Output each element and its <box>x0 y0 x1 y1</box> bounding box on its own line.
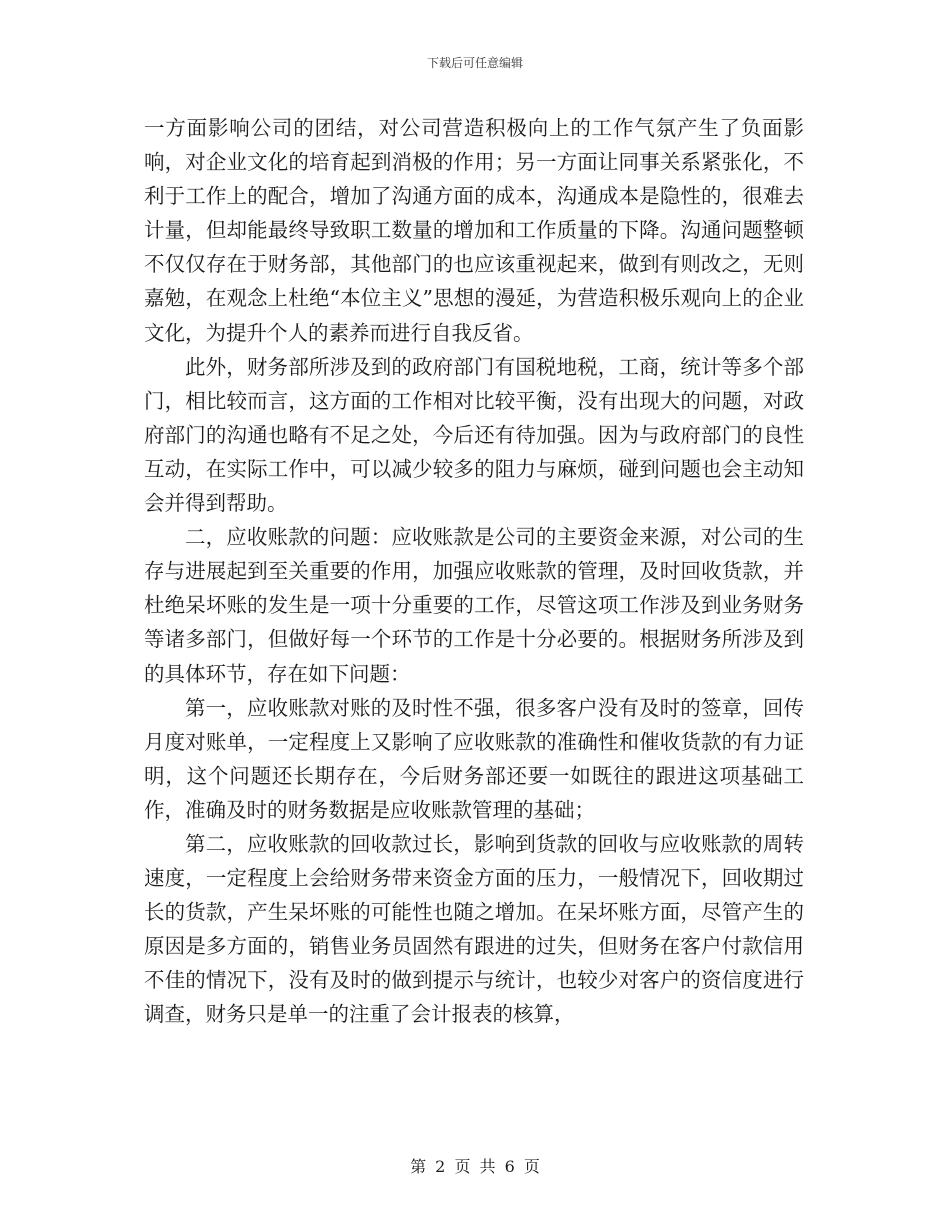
document-body <box>144 111 804 1032</box>
paragraph-4: 第一，应收账款对账的及时性不强，很多客户没有及时的签章，回传月度对账单，一定程度上又影响了应收账款的准确性和催收货款的有力证明，这个问题还长期存在，今后财务部还要一如既往的跟进这项基础工作，准确及时的财务数据是应收账款管理的基础； <box>144 695 804 822</box>
paragraph-1: 一方面影响公司的团结，对公司营造积极向上的工作气氛产生了负面影响，对企业文化的培育起到消极的作用；另一方面让同事关系紧张化，不利于工作上的配合，增加了沟通方面的成本，沟通成本是隐性的，很难去计量，但却能最终导致职工数量的增加和工作质量的下降。沟通问题整顿不仅仅存在于财务部，其他部门的也应该重视起来，做到有则改之，无则嘉勉，在观念上杜绝“本位主义”思想的漫延，为营造积极乐观向上的企业文化，为提升个人的素养而进行自我反省。 <box>144 116 804 345</box>
page-header: 下载后可任意编辑 <box>426 56 523 70</box>
paragraph-5: 第二，应收账款的回收款过长，影响到货款的回收与应收账款的周转速度，一定程度上会给财务带来资金方面的压力，一般情况下，回收期过长的货款，产生呆坏账的可能性也随之增加。在呆坏账方面，尽管产生的原因是多方面的，销售业务员固然有跟进的过失，但财务在客户付款信用不佳的情况下，没有及时的做到提示与统计，也较少对客户的资信度进行调查，财务只是单一的注重了会计报表的核算， <box>144 831 804 1027</box>
paragraph-2: 此外，财务部所涉及到的政府部门有国税地税，工商，统计等多个部门，相比较而言，这方面的工作相对比较平衡，没有出现大的问题，对政府部门的沟通也略有不足之处，今后还有待加强。因为与政府部门的良性互动，在实际工作中，可以减少较多的阻力与麻烦，碰到问题也会主动知会并得到帮助。 <box>144 354 804 516</box>
paragraph-3: 二，应收账款的问题：应收账款是公司的主要资金来源，对公司的生存与进展起到至关重要的作用，加强应收账款的管理，及时回收货款，并杜绝呆坏账的发生是一项十分重要的工作，尽管这项工作涉及到业务财务等诸多部门，但做好每一个环节的工作是十分必要的。根据财务所涉及到的具体环节，存在如下问题： <box>144 525 804 686</box>
page-footer: 第 2 页 共 6 页 <box>410 1157 540 1176</box>
